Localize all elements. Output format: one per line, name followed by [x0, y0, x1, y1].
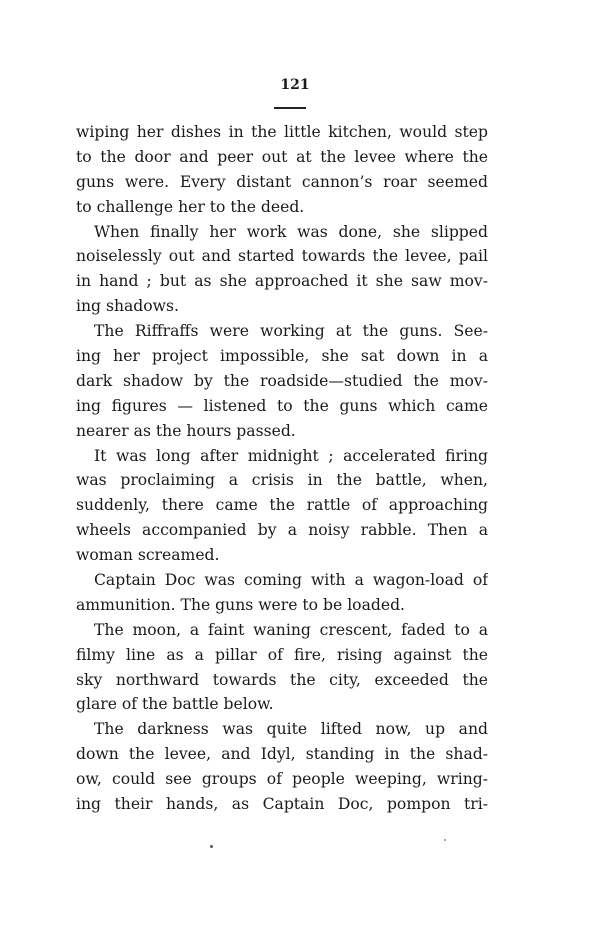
text-line: guns were. Every distant cannon’s roar seemed [76, 172, 488, 191]
text-line: to challenge her to the deed. [76, 197, 305, 216]
body-text [76, 120, 488, 817]
text-line: wheels accompanied by a noisy rabble. Then a [76, 521, 488, 540]
text-line: noiselessly out and started towards the levee, pail [76, 247, 488, 266]
text-line: to the door and peer out at the levee where the [76, 147, 488, 166]
text-line: The darkness was quite lifted now, up and [94, 720, 488, 739]
page-number-rule [274, 107, 306, 109]
text-line: ing her project impossible, she sat down in a [76, 347, 488, 366]
text-line: suddenly, there came the rattle of approaching [76, 496, 488, 515]
text-line: ing their hands, as Captain Doc, pompon tri- [76, 795, 488, 814]
print-speck [444, 839, 446, 841]
text-line: The Riffraffs were working at the guns. See- [94, 322, 488, 341]
text-line: down the levee, and Idyl, standing in the shad- [76, 745, 488, 764]
text-line: sky northward towards the city, exceeded the [76, 670, 488, 689]
text-line: ammunition. The guns were to be loaded. [76, 595, 406, 614]
text-line: filmy line as a pillar of fire, rising against the [76, 645, 488, 664]
text-line: woman screamed. [76, 546, 220, 565]
text-line: When finally her work was done, she slipped [94, 222, 488, 241]
text-line: It was long after midnight ; accelerated firing [94, 446, 488, 465]
text-line: ow, could see groups of people weeping, wring- [76, 770, 488, 789]
text-line: was proclaiming a crisis in the battle, when, [76, 471, 488, 490]
text-line: wiping her dishes in the little kitchen, would step [76, 123, 488, 141]
text-line: dark shadow by the roadside—studied the mov- [76, 371, 488, 390]
text-line: nearer as the hours passed. [76, 421, 296, 440]
text-line: Captain Doc was coming with a wagon-load of [94, 571, 488, 590]
text-line: ing shadows. [76, 297, 179, 316]
text-line: glare of the battle below. [76, 695, 274, 714]
text-line: The moon, a faint waning crescent, faded to a [94, 620, 488, 639]
text-line: in hand ; but as she approached it she saw mov- [76, 272, 488, 291]
text-line: ing figures — listened to the guns which came [76, 396, 488, 415]
print-speck [210, 845, 213, 848]
page-number: 121 [280, 77, 310, 93]
